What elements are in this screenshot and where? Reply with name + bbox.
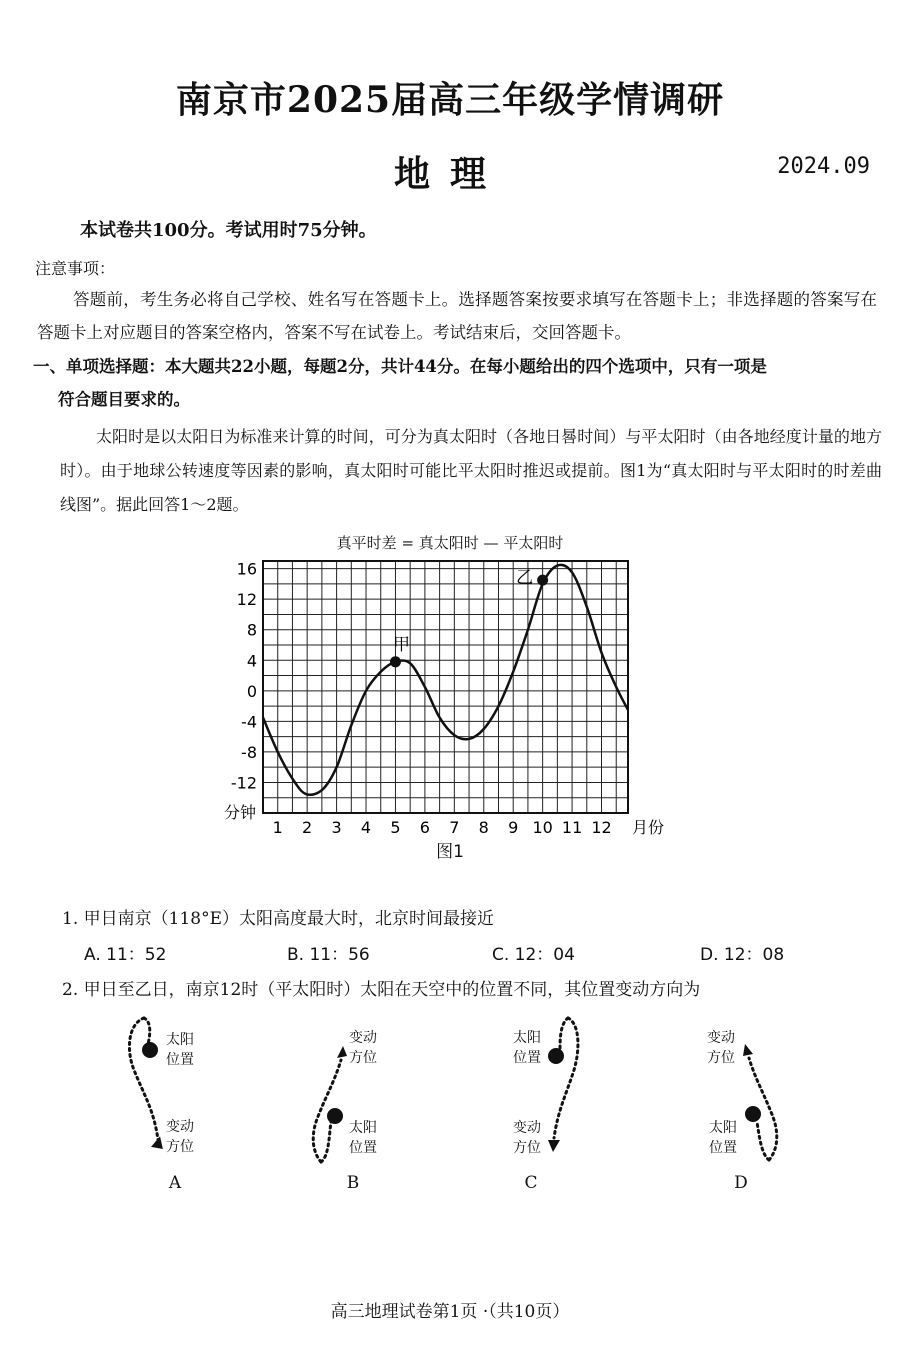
exam-date: 2024.09: [777, 154, 870, 179]
diagram-c-sun-label: 太阳 位置: [513, 1030, 541, 1066]
question-1-option-b[interactable]: B. 11：56: [287, 945, 370, 965]
diagram-choice-c[interactable]: C: [524, 1173, 538, 1193]
x-tick-label: 6: [419, 818, 430, 837]
x-tick-label: 10: [532, 818, 553, 837]
figure-caption: 图1: [436, 842, 464, 862]
diagram-d-sun-label: 太阳 位置: [709, 1120, 737, 1156]
diagram-choice-a[interactable]: A: [168, 1173, 182, 1193]
x-tick-label: 11: [561, 818, 583, 837]
chart-title: 真平时差 = 真太阳时 — 平太阳时: [336, 534, 564, 552]
page-footer: 高三地理试卷第1页 ·（共10页）: [330, 1302, 570, 1322]
y-tick-label: 12: [236, 590, 257, 610]
equation-of-time-chart: [220, 555, 665, 837]
intro-paragraph: 太阳时是以太阳日为标准来计算的时间，可分为真太阳时（各地日晷时间）与平太阳时（由各地经度计量的地方时）。由于地球公转速度等因素的影响，真太阳时可能比平太阳时推迟或提前。图1为“真太阳时与平太阳时的时差曲线图”。据此回答1～2题。: [60, 427, 882, 514]
diagram-d-move-label: 变动 方位: [707, 1030, 735, 1066]
y-tick-label: 16: [236, 559, 257, 579]
notes-heading: 注意事项：: [35, 259, 116, 278]
y-tick-label: -12: [230, 773, 257, 793]
question-1-stem: 1. 甲日南京（118°E）太阳高度最大时，北京时间最接近: [62, 909, 494, 929]
question-1-option-a[interactable]: A. 11：52: [84, 945, 167, 965]
x-tick-label: 8: [478, 818, 489, 837]
point-label: 乙: [516, 568, 534, 589]
y-tick-label: -4: [241, 712, 257, 732]
x-tick-label: 4: [360, 818, 372, 837]
y-axis-label: 分钟: [224, 803, 257, 822]
y-tick-label: 8: [246, 620, 257, 640]
point-yi: [537, 575, 548, 586]
exam-info: 本试卷共100分。考试用时75分钟。: [80, 220, 377, 241]
notes-text: 答题前，考生务必将自己学校、姓名写在答题卡上。选择题答案按要求填写在答题卡上；非选择题的答案写在答题卡上对应题目的答案空格内，答案不写在试卷上。考试结束后，交回答题卡。: [37, 290, 877, 342]
diagram-b-sun-label: 太阳 位置: [349, 1120, 377, 1156]
diagram-choice-d[interactable]: D: [734, 1173, 748, 1193]
x-tick-label: 12: [591, 818, 612, 837]
exam-title: 南京市2025届高三年级学情调研: [175, 79, 725, 121]
diagram-b-move-label: 变动 方位: [349, 1030, 377, 1066]
diagram-choice-b[interactable]: B: [346, 1173, 360, 1193]
y-tick-label: 0: [246, 681, 257, 701]
section-one-heading: [33, 350, 883, 416]
x-axis-label: 月份: [632, 818, 665, 837]
section-one-rest: 符合题目要求的。: [58, 390, 190, 409]
y-tick-label: 4: [246, 651, 257, 671]
question-2-stem: 2. 甲日至乙日，南京12时（平太阳时）太阳在天空中的位置不同，其位置变动方向为: [62, 980, 701, 1000]
diagram-a-sun-label: 太阳 位置: [166, 1032, 194, 1068]
point-label: 甲: [392, 634, 410, 655]
section-one-lead: 一、单项选择题：本大题共22小题，每题2分，共计44分。在每小题给出的四个选项中，只有一项是: [33, 357, 767, 376]
x-tick-label: 2: [302, 818, 313, 837]
question-1-option-c[interactable]: C. 12：04: [492, 945, 575, 965]
question-1-option-d[interactable]: D. 12：08: [700, 945, 785, 965]
x-tick-label: 7: [449, 818, 460, 837]
diagram-c-move-label: 变动 方位: [513, 1120, 541, 1156]
diagram-a-move-label: 变动 方位: [166, 1119, 194, 1155]
x-tick-label: 1: [272, 818, 283, 837]
y-tick-label: -8: [241, 742, 257, 762]
subject-title: 地理: [393, 153, 506, 195]
x-tick-label: 5: [390, 818, 401, 837]
x-tick-label: 9: [508, 818, 519, 837]
point-jia: [390, 656, 401, 667]
x-tick-label: 3: [331, 818, 342, 837]
